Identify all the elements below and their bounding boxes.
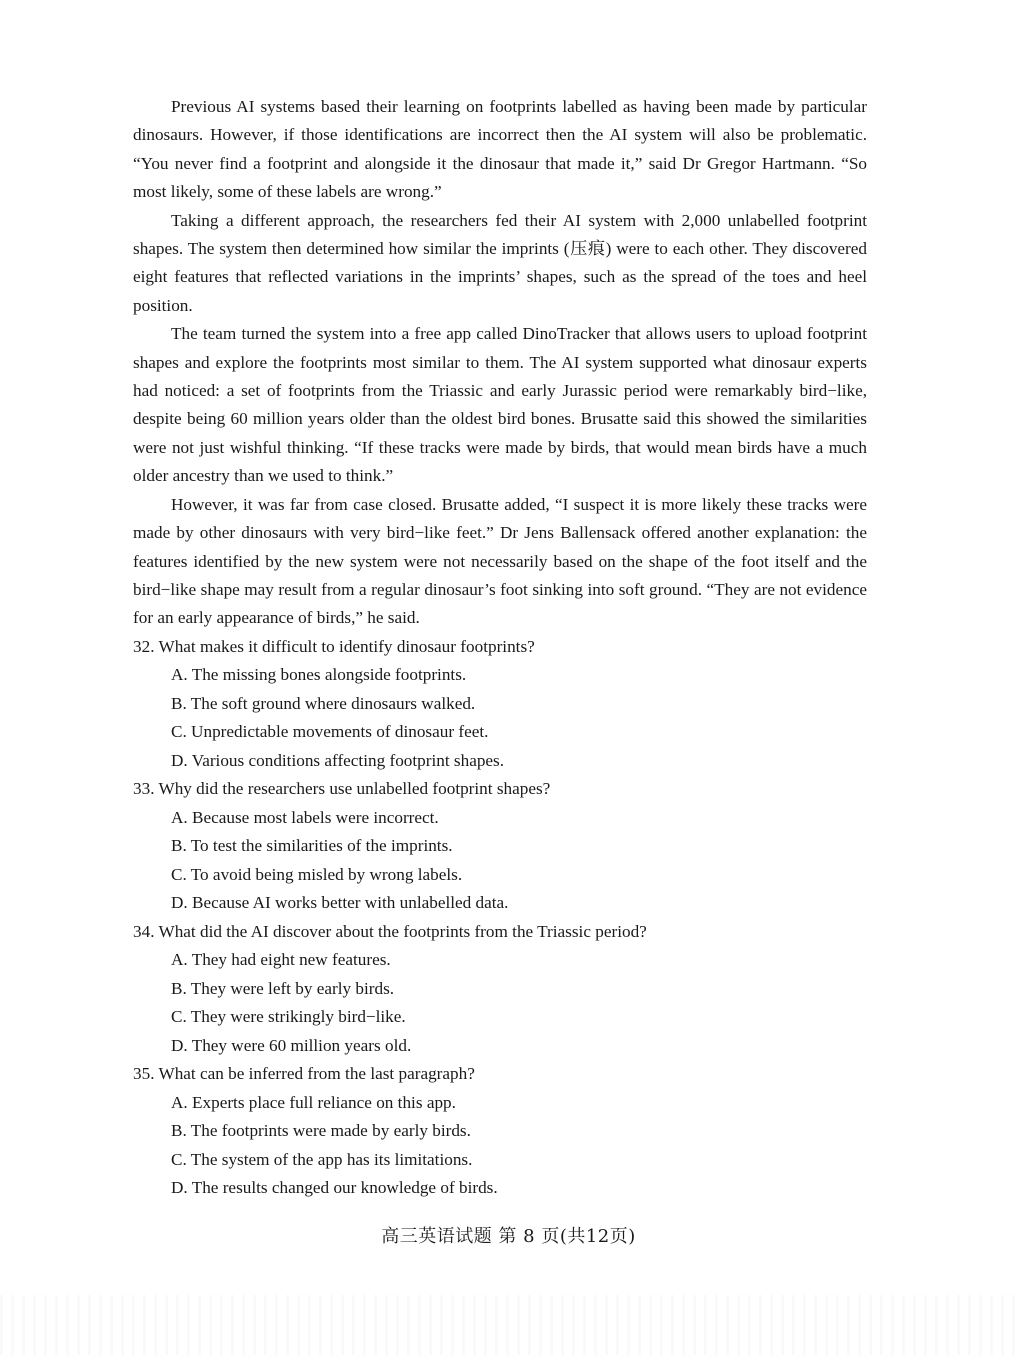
option-c: C. Unpredictable movements of dinosaur feet. bbox=[171, 722, 489, 742]
question-32 bbox=[133, 633, 867, 776]
option-d: D. Various conditions affecting footprint shapes. bbox=[171, 750, 505, 770]
question-35 bbox=[133, 1060, 867, 1203]
option-b: B. The soft ground where dinosaurs walked. bbox=[171, 693, 476, 713]
question-stem: 34. What did the AI discover about the footprints from the Triassic period? bbox=[133, 921, 647, 941]
option-c: C. They were strikingly bird−like. bbox=[171, 1007, 406, 1027]
option-a: A. Because most labels were incorrect. bbox=[171, 807, 439, 827]
exam-page bbox=[133, 93, 867, 1203]
option-d: D. They were 60 million years old. bbox=[171, 1035, 412, 1055]
passage-paragraph-4: However, it was far from case closed. Brusatte added, “I suspect it is more likely these tracks were made by other dinosaurs with very bird−like feet.” Dr Jens Ballensack offered another explanation: the features identified by the new system were not necessarily based on the shape of the foot itself and the bird−like shape may result from a regular dinosaur’s foot sinking into soft ground. “They are not evidence for an early appearance of birds,” he said. bbox=[133, 494, 867, 628]
passage-paragraph-2: Taking a different approach, the researchers fed their AI system with 2,000 unlabelled footprint shapes. The system then determined how similar the imprints (压痕) were to each other. They discovered eight features that reflected variations in the imprints’ shapes, such as the spread of the toes and heel position. bbox=[133, 210, 867, 315]
option-b: B. To test the similarities of the imprints. bbox=[171, 836, 453, 856]
option-d: D. Because AI works better with unlabelled data. bbox=[171, 893, 509, 913]
option-c: C. The system of the app has its limitations. bbox=[171, 1149, 473, 1169]
option-list bbox=[133, 804, 867, 918]
question-34 bbox=[133, 918, 867, 1061]
option-list bbox=[133, 1089, 867, 1203]
option-d: D. The results changed our knowledge of birds. bbox=[171, 1178, 498, 1198]
option-a: A. Experts place full reliance on this app. bbox=[171, 1092, 456, 1112]
question-stem: 33. Why did the researchers use unlabelled footprint shapes? bbox=[133, 779, 551, 799]
passage-paragraph-1: Previous AI systems based their learning on footprints labelled as having been made by particular dinosaurs. However, if those identifications are incorrect then the AI system will also be problematic. “You never find a footprint and alongside it the dinosaur that made it,” said Dr Gregor Hartmann. “So most likely, some of these labels are wrong.” bbox=[133, 97, 867, 202]
question-stem: 32. What makes it difficult to identify dinosaur footprints? bbox=[133, 636, 535, 656]
option-list bbox=[133, 946, 867, 1060]
option-c: C. To avoid being misled by wrong labels. bbox=[171, 864, 463, 884]
question-33 bbox=[133, 775, 867, 918]
option-a: A. The missing bones alongside footprints. bbox=[171, 665, 467, 685]
option-b: B. They were left by early birds. bbox=[171, 978, 395, 998]
passage-paragraph-3: The team turned the system into a free app called DinoTracker that allows users to upload footprint shapes and explore the footprints most similar to them. The AI system supported what dinosaur experts had noticed: a set of footprints from the Triassic and early Jurassic period were remarkably bird−like, despite being 60 million years older than the oldest bird bones. Brusatte said this showed the similarities were not just wishful thinking. “If these tracks were made by birds, that would mean birds have a much older ancestry than we used to think.” bbox=[133, 324, 867, 486]
option-b: B. The footprints were made by early birds. bbox=[171, 1121, 471, 1141]
option-a: A. They had eight new features. bbox=[171, 950, 391, 970]
reading-passage bbox=[133, 93, 867, 633]
page-footer: 高三英语试题 第 8 页(共12页) bbox=[381, 1226, 636, 1247]
scan-artifact bbox=[0, 1295, 1017, 1355]
option-list bbox=[133, 661, 867, 775]
question-stem: 35. What can be inferred from the last paragraph? bbox=[133, 1064, 475, 1084]
